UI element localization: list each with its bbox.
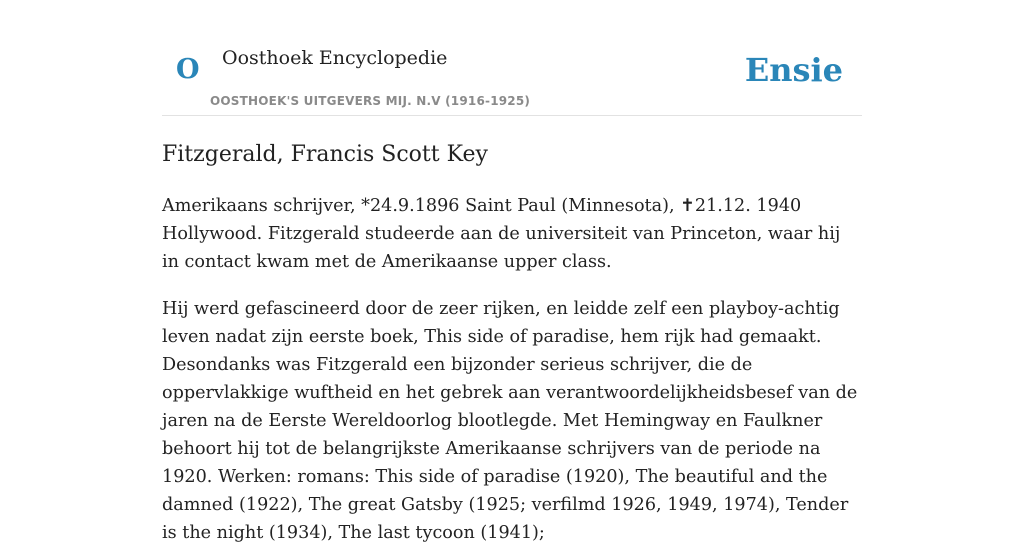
entry-paragraph: Amerikaans schrijver, *24.9.1896 Saint Paul (Minnesota), ✝21.12. 1940 Hollywood. Fitzgerald studeerde aan de universiteit van Princeton, waar hij in contact kwam met de Amerikaanse upper class. (162, 196, 841, 272)
book-title-link[interactable]: Oosthoek Encyclopedie (222, 47, 448, 69)
book-logo-icon[interactable]: O (176, 54, 200, 85)
entry-body (162, 192, 862, 547)
page (162, 0, 862, 547)
entry-paragraph: Hij werd gefascineerd door de zeer rijken, en leidde zelf een playboy-achtig leven nadat zijn eerste boek, This side of paradise, hem rijk had gemaakt. Desondanks was Fitzgerald een bijzonder serieus schrijver, die de oppervlakkige wuftheid en het gebrek aan verantwoordelijkheidsbesef van de jaren na de Eerste Wereldoorlog blootlegde. Met Hemingway en Faulkner behoort hij tot de belangrijkste Amerikaanse schrijvers van de periode na 1920. Werken: romans: This side of paradise (1920), The beautiful and the damned (1922), The great Gatsby (1925; verfilmd 1926, 1949, 1974), Tender is the night (1934), The last tycoon (1941); (162, 299, 858, 543)
entry-content (162, 140, 862, 547)
book-publisher: OOSTHOEK'S UITGEVERS MIJ. N.V (1916-1925) (210, 94, 531, 108)
header (162, 0, 862, 116)
entry-title: Fitzgerald, Francis Scott Key (162, 142, 488, 167)
ensie-logo-link[interactable]: Ensie (744, 51, 843, 89)
